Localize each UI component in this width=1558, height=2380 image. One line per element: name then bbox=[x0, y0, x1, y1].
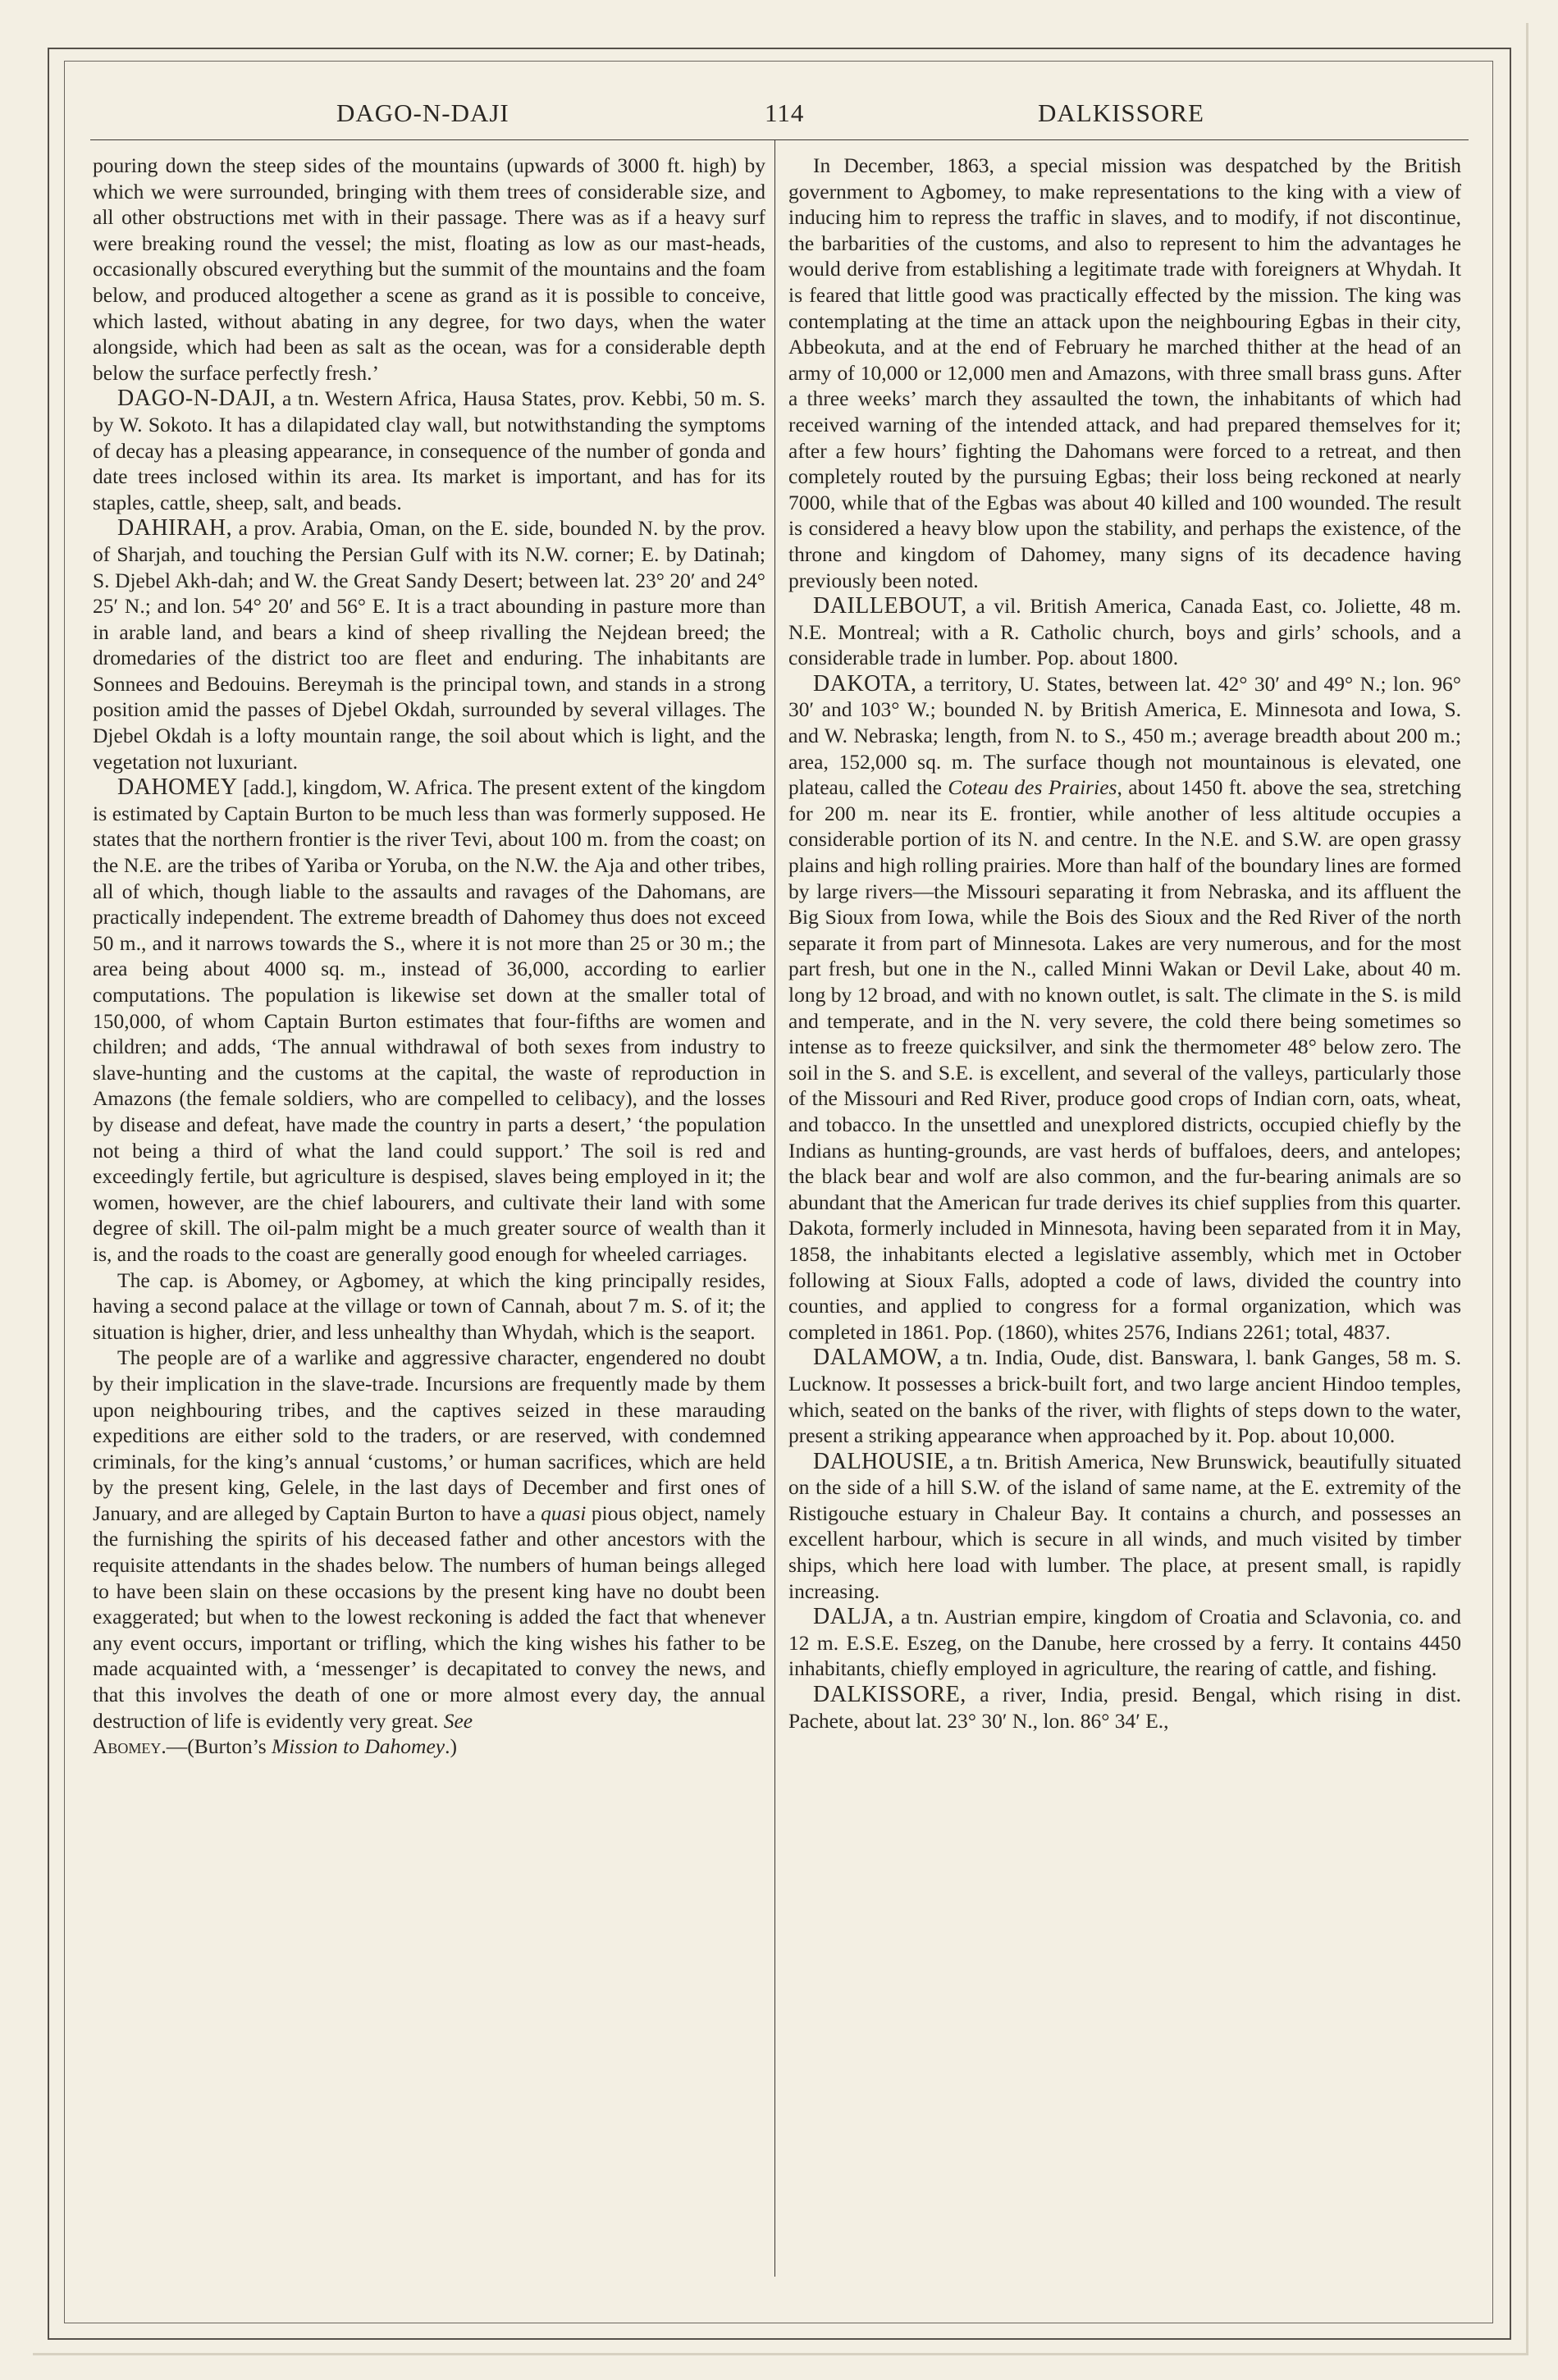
entry-term: DAHIRAH, bbox=[117, 515, 233, 541]
right-column bbox=[788, 153, 1461, 2277]
entry-text: a prov. Arabia, Oman, on the E. side, bounded N. by the prov. of Sharjah, and touching the Persian Gulf with its N.W. corner; E. by Datinah; S. Djebel Akh-dah; and W. the Great Sandy Desert; between lat. 23° 20′ and 24° 25′ N.; and lon. 54° 20′ and 56° E. It is a tract abounding in pasture more than in arable land, and bears a kind of sheep rivalling the Nejdean breed; the dromedaries of the district too are fleet and enduring. The inhabitants are Sonnees and Bedouins. Bereymah is the principal town, and stands in a strong position amid the passes of Djebel Okdah, surrounded by several villages. The Djebel Okdah is a lofty mountain range, the soil about which is light, and the vegetation not luxuriant. bbox=[93, 516, 765, 774]
entry-term: DAKOTA, bbox=[813, 670, 917, 697]
entry-term: DAGO-N-DAJI, bbox=[117, 386, 276, 412]
entry-dago-n-daji bbox=[93, 386, 765, 515]
header-left-word: DAGO-N-DAJI bbox=[336, 98, 509, 127]
entry-term: DALJA, bbox=[813, 1604, 894, 1630]
entry-term: DALAMOW, bbox=[813, 1345, 943, 1371]
running-header bbox=[90, 94, 1469, 136]
entry-dalamow bbox=[788, 1345, 1461, 1448]
column-divider bbox=[774, 139, 775, 2277]
entry-dahirah bbox=[93, 515, 765, 774]
paragraph-continued: pouring down the steep sides of the mountains (upwards of 3000 ft. high) by which we were surrounded, bringing with them trees of considerable size, and all other obstructions met with in their passage. There was as if a heavy surf were breaking round the vessel; the mist, floating as low as our mast-heads, occasionally obscured everything but the summit of the mountains and the foam below, and produced altogether a scene as grand as it is possible to conceive, which lasted, without abating in any degree, for two days, when the water alongside, which had been as salt as the ocean, was for a considerable depth below the surface perfectly fresh.’ bbox=[93, 153, 765, 385]
see-reference: See bbox=[443, 1708, 473, 1733]
entry-term: DAILLEBOUT, bbox=[813, 593, 967, 619]
cross-reference-abomey: Abomey bbox=[93, 1734, 162, 1759]
entry-dalhousie bbox=[788, 1449, 1461, 1605]
entry-text: a tn. Western Africa, Hausa States, prov. Kebbi, 50 m. S. by W. Sokoto. It has a dilapidated clay wall, but notwithstanding the symptoms of decay has a pleasing appearance, in consequence of the number of gonda and date trees inclosed within its area. Its market is important, and has for its staples, cattle, sheep, salt, and beads. bbox=[93, 386, 765, 514]
italic-quasi: quasi bbox=[541, 1501, 587, 1525]
entry-text: a tn. India, Oude, dist. Banswara, l. bank Ganges, 58 m. S. Lucknow. It possesses a brick-built fort, and two large ancient Hindoo temples, which, seated on the banks of the river, with flights of steps down to the water, present a striking appearance when approached by it. Pop. about 10,000. bbox=[788, 1345, 1461, 1448]
entry-dalkissore bbox=[788, 1682, 1461, 1734]
entry-dalja bbox=[788, 1604, 1461, 1682]
entry-text: a tn. British America, New Brunswick, beautifully situated on the side of a hill S.W. of the island of same name, at the E. extremity of the Ristigouche estuary in Chaleur Bay. It contains a church, and possesses an excellent harbour, which is secure in all winds, and much visited by timber ships, which here load with lumber. The place, at present small, is rapidly increasing. bbox=[788, 1449, 1461, 1603]
page-number: 114 bbox=[765, 98, 805, 127]
entry-text: a tn. Austrian empire, kingdom of Croatia and Sclavonia, co. and 12 m. E.S.E. Eszeg, on the Danube, here crossed by a ferry. It contains 4450 inhabitants, chiefly employed in agriculture, the rearing of cattle, and fishing. bbox=[788, 1605, 1461, 1681]
entry-text: [add.], kingdom, W. Africa. The present extent of the kingdom is estimated by Captain Burton to be much less than was formerly supposed. He states that the northern frontier is the river Tevi, about 100 m. from the coast; on the N.E. are the tribes of Yariba or Yoruba, on the N.W. the Aja and other tribes, all of which, though liable to the assaults and ravages of the Dahomans, are practically independent. The extreme breadth of Dahomey thus does not exceed 50 m., and it narrows towards the S., where it is not more than 25 or 30 m.; the area being about 4000 sq. m., instead of 36,000, according to earlier computations. The population is likewise set down at the smaller total of 150,000, of whom Captain Burton estimates that four-fifths are women and children; and adds, ‘The annual withdrawal of both sexes from industry to slave-hunting and the customs at the capital, the waste of reproduction in Amazons (the female soldiers, who are compelled to celibacy), and the losses by disease and defeat, have made the country in parts a desert,’ ‘the population not being a third of what the land could support.’ The soil is red and exceedingly fertile, but agriculture is despised, slaves being employed in it; the women, however, are the chief labourers, and cultivate their land with some degree of skill. The oil-palm might be a much greater source of wealth than it is, and the roads to the coast are generally good enough for wheeled carriages. bbox=[93, 775, 765, 1266]
entry-dakota: DAKOTA, a territory, U. States, between lat. 42° 30′ and 49° N.; lon. 96° 30′ and 103° W.; bounded N. by British America, E. Minnesota and Iowa, S. and W. Nebraska; length, from N. to S., 450 m.; average breadth about 200 m.; area, 152,000 sq. m. The surface though not mountainous is elevated, one plateau, called the Coteau des Prairies, about 1450 ft. above the sea, stretching for 200 m. near its E. frontier, while another of less altitude occupies a considerable portion of its N. and centre. In the N.E. and S.W. are open grassy plains and high rolling prairies. More than half of the boundary lines are formed by large rivers—the Missouri separating it from Nebraska, and its affluent the Big Sioux from Iowa, while the Bois des Sioux and the Red River of the north separate it from part of Minnesota. Lakes are very numerous, and for the most part fresh, but one in the N., called Minni Wakan or Devil Lake, about 40 m. long by 12 broad, and with no known outlet, is salt. The climate in the S. is mild and temperate, and in the N. very severe, the cold there being sometimes so intense as to freeze quicksilver, and sink the thermometer 48° below zero. The soil in the S. and S.E. is excellent, and several of the valleys, particularly those of the Missouri and Red River, produce good crops of Indian corn, oats, wheat, and tobacco. In the unsettled and unexplored districts, occupied chiefly by the Indians as hunting-grounds, are vast herds of buffaloes, deers, and antelopes; the black bear and wolf are also common, and the fur-bearing animals are so abundant that the American fur trade derives its chief supplies from this quarter. Dakota, formerly included in Minnesota, having been separated from it in May, 1858, the inhabitants elected a legislative assembly, which met in October following at Sioux Falls, adopted a code of laws, divided the country into counties, and applied to congress for a formal organization, which was completed in 1861. Pop. (1860), whites 2576, Indians 2261; total, 4837. bbox=[788, 670, 1461, 1344]
left-column bbox=[93, 153, 765, 2277]
entry-term: DALHOUSIE, bbox=[813, 1448, 955, 1474]
entry-term: DAHOMEY bbox=[117, 774, 238, 801]
italic-coteau: Coteau des Prairies bbox=[948, 775, 1117, 800]
paragraph-mission: In December, 1863, a special mission was despatched by the British government to Agbomey, to make representations to the king with a view of inducing him to repress the traffic in slaves, and to modify, if not discontinue, the barbarities of the customs, and also to represent to him the advantages he would derive from establishing a legitimate trade with foreigners at Whydah. It is feared that little good was practically effected by the mission. The king was contemplating at the time an attack upon the neighbouring Egbas in their city, Abbeokuta, and at the end of February he marched thither at the head of an army of 10,000 or 12,000 men and Amazons, with three small brass guns. After a three weeks’ march they assaulted the town, the inhabitants of which had received warning of the intended attack, and had prepared themselves for it; after a few hours’ fighting the Dahomans were forced to a retreat, and then completely routed by the pursuing Egbas; their loss being reckoned at nearly 7000, while that of the Egbas was about 40 killed and 100 wounded. The result is considered a heavy blow upon the stability, and perhaps the existence, of the throne and kingdom of Dahomey, many signs of its decadence having previously been noted. bbox=[788, 153, 1461, 592]
header-rule bbox=[90, 139, 1469, 140]
entry-daillebout bbox=[788, 593, 1461, 671]
entry-dahomey bbox=[93, 774, 765, 1267]
paragraph-capital: The cap. is Abomey, or Agbomey, at which the king principally resides, having a second palace at the village or town of Cannah, about 7 m. S. of it; the situation is higher, drier, and less unhealthy than Whydah, which is the seaport. bbox=[93, 1268, 765, 1344]
entry-text: a vil. British America, Canada East, co. Joliette, 48 m. N.E. Montreal; with a R. Catholic church, boys and girls’ schools, and a considerable trade in lumber. Pop. about 1800. bbox=[788, 594, 1461, 670]
reference-title: Mission to Dahomey bbox=[272, 1734, 445, 1759]
paragraph-people: The people are of a warlike and aggressive character, engendered no doubt by their implication in the slave-trade. Incursions are frequently made by them upon neighbouring tribes, and the captives seized in these marauding expeditions are either sold to the traders, or are reserved, with condemned criminals, for the king’s annual ‘customs,’ or human sacrifices, which are held by the present king, Gelele, in the last days of December and first ones of January, and are alleged by Captain Burton to have a quasi pious object, namely the furnishing the spirits of his deceased father and other ancestors with the requisite attendants in the shades below. The numbers of human beings alleged to have been slain on these occasions by the present king have no doubt been exaggerated; but when to the lowest reckoning is added the fact that whenever any event occurs, important or trifling, which the king wishes his father to be made acquainted with, a ‘messenger’ is decapitated to convey the news, and that this involves the death of one or more almost every day, the annual destruction of life is evidently very great. See Abomey.—(Burton’s Mission to Dahomey.) bbox=[93, 1345, 765, 1759]
entry-text: a river, India, presid. Bengal, which rising in dist. Pachete, about lat. 23° 30′ N., lon. 86° 34′ E., bbox=[788, 1683, 1461, 1733]
header-right-word: DALKISSORE bbox=[1038, 98, 1204, 127]
entry-term: DALKISSORE, bbox=[813, 1682, 966, 1708]
